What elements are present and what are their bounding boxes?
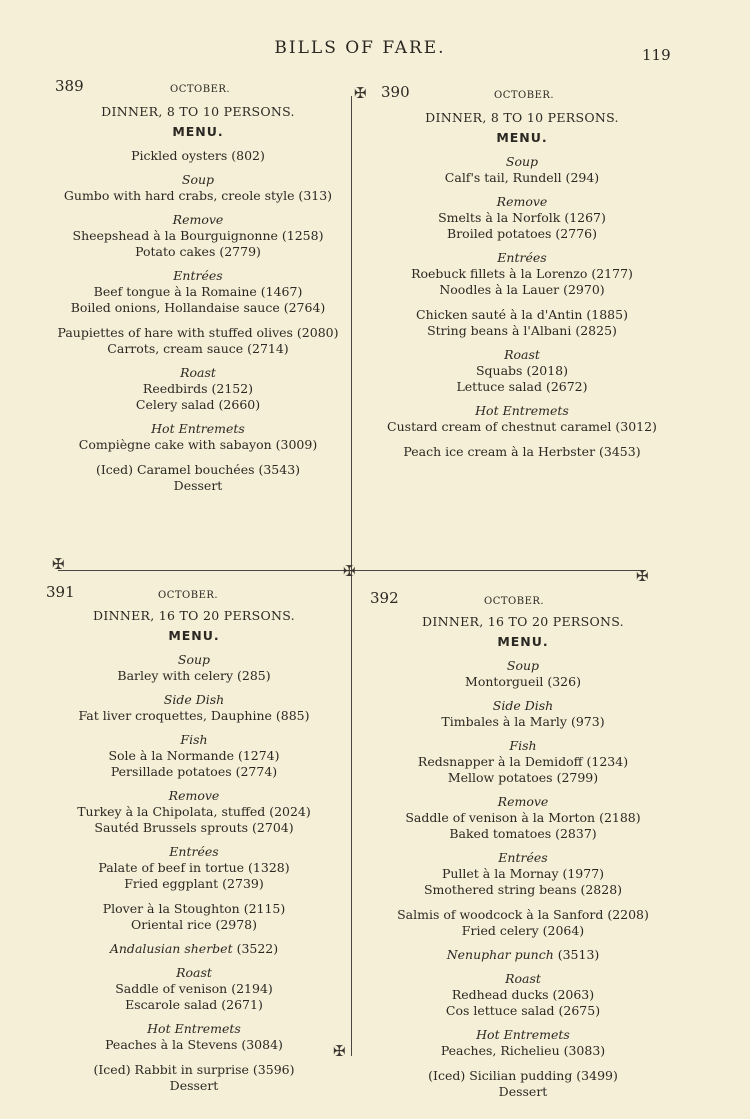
menu-item: Fried celery (2064) bbox=[461, 923, 585, 938]
menu-item: Calf's tail, Rundell (294) bbox=[444, 170, 600, 185]
menu-item: Lettuce salad (2672) bbox=[456, 379, 588, 394]
menu-item: Squabs (2018) bbox=[475, 363, 569, 378]
menu-item: Fat liver croquettes, Dauphine (885) bbox=[78, 708, 310, 723]
running-head: BILLS OF FARE. bbox=[274, 38, 446, 58]
special-item-name: Nenuphar punch bbox=[446, 947, 554, 962]
menu-389 bbox=[52, 78, 344, 558]
menu-item: Boiled onions, Hollandaise sauce (2764) bbox=[70, 300, 326, 315]
course-heading: Remove bbox=[497, 794, 549, 809]
menu-item: String beans à l'Albani (2825) bbox=[427, 323, 617, 338]
menu-title: MENU. bbox=[496, 130, 548, 145]
course-heading: Soup bbox=[505, 154, 539, 169]
menu-month: OCTOBER. bbox=[158, 590, 219, 601]
menu-item: Fried eggplant (2739) bbox=[124, 876, 264, 891]
course-heading: Hot Entremets bbox=[475, 403, 569, 418]
course-heading: Roast bbox=[180, 365, 216, 380]
course-heading: Entrées bbox=[498, 850, 548, 865]
course-heading: Remove bbox=[496, 194, 548, 209]
course-heading: Entrées bbox=[497, 250, 547, 265]
menu-item: Peaches à la Stevens (3084) bbox=[105, 1037, 283, 1052]
cross-ornament-icon: ✠ bbox=[636, 567, 649, 585]
menu-item: Smelts à la Norfolk (1267) bbox=[438, 210, 606, 225]
menu-item: Peach ice cream à la Herbster (3453) bbox=[403, 444, 641, 459]
menu-number: 390 bbox=[381, 83, 410, 101]
course-heading: Hot Entremets bbox=[151, 421, 245, 436]
menu-390 bbox=[366, 84, 678, 564]
menu-item: Oriental rice (2978) bbox=[130, 917, 258, 932]
menu-item: Saddle of venison à la Morton (2188) bbox=[405, 810, 641, 825]
menu-item: Gumbo with hard crabs, creole style (313) bbox=[63, 188, 333, 203]
dinner-heading: DINNER, 16 TO 20 PERSONS. bbox=[93, 608, 295, 623]
menu-item: Dessert bbox=[498, 1084, 548, 1099]
menu-item: (Iced) Sicilian pudding (3499) bbox=[428, 1068, 618, 1083]
menu-item: Carrots, cream sauce (2714) bbox=[107, 341, 289, 356]
menu-month: OCTOBER. bbox=[494, 90, 555, 101]
menu-item: Escarole salad (2671) bbox=[125, 997, 263, 1012]
menu-item: Sole à la Normande (1274) bbox=[108, 748, 280, 763]
course-heading: Hot Entremets bbox=[476, 1027, 570, 1042]
menu-item: Baked tomatoes (2837) bbox=[449, 826, 597, 841]
menu-item: Montorgueil (326) bbox=[465, 674, 581, 689]
menu-item: Roebuck fillets à la Lorenzo (2177) bbox=[411, 266, 633, 281]
line-spacer bbox=[366, 435, 678, 444]
menu-item: Noodles à la Lauer (2970) bbox=[439, 282, 605, 297]
menu-item: Dessert bbox=[173, 478, 223, 493]
menu-item: Saddle of venison (2194) bbox=[115, 981, 273, 996]
menu-item: Pullet à la Mornay (1977) bbox=[441, 866, 605, 881]
menu-item: Plover à la Stoughton (2115) bbox=[102, 901, 286, 916]
menu-item: Custard cream of chestnut caramel (3012) bbox=[387, 419, 657, 434]
menu-392 bbox=[364, 589, 682, 1099]
menu-number: 392 bbox=[370, 589, 399, 607]
menu-item: Potato cakes (2779) bbox=[135, 244, 261, 259]
course-heading: Soup bbox=[177, 652, 211, 667]
line-spacer bbox=[52, 453, 344, 462]
menu-item: Smothered string beans (2828) bbox=[423, 882, 623, 897]
course-heading: Entrées bbox=[169, 844, 219, 859]
menu-item: Cos lettuce salad (2675) bbox=[445, 1003, 601, 1018]
course-heading: Remove bbox=[172, 212, 224, 227]
line-spacer bbox=[52, 316, 344, 325]
menu-item: Timbales à la Marly (973) bbox=[441, 714, 605, 729]
course-heading: Entrées bbox=[173, 268, 223, 283]
menu-item: Chicken sauté à la d'Antin (1885) bbox=[416, 307, 628, 322]
course-heading: Roast bbox=[176, 965, 212, 980]
cross-ornament-icon: ✠ bbox=[333, 1042, 346, 1060]
course-heading: Remove bbox=[168, 788, 220, 803]
dinner-heading: DINNER, 16 TO 20 PERSONS. bbox=[422, 614, 624, 629]
dinner-heading: DINNER, 8 TO 10 PERSONS. bbox=[425, 110, 619, 125]
line-spacer bbox=[364, 1059, 682, 1068]
menu-item: Mellow potatoes (2799) bbox=[447, 770, 599, 785]
menu-item: Redsnapper à la Demidoff (1234) bbox=[417, 754, 629, 769]
menu-month: OCTOBER. bbox=[484, 596, 545, 607]
menu-item: Salmis of woodcock à la Sanford (2208) bbox=[397, 907, 649, 922]
menu-item: Barley with celery (285) bbox=[117, 668, 271, 683]
menu-lines bbox=[366, 154, 678, 460]
line-spacer bbox=[44, 1053, 344, 1062]
menu-lines bbox=[44, 652, 344, 1094]
menu-lines bbox=[364, 658, 682, 1100]
menu-number: 391 bbox=[46, 583, 75, 601]
course-heading: Soup bbox=[506, 658, 540, 673]
course-heading: Side Dish bbox=[163, 692, 225, 707]
special-item-ref: (3522) bbox=[232, 941, 279, 956]
menu-item: Dessert bbox=[169, 1078, 219, 1093]
dinner-heading: DINNER, 8 TO 10 PERSONS. bbox=[101, 104, 295, 119]
menu-item: Broiled potatoes (2776) bbox=[447, 226, 597, 241]
menu-item: Redhead ducks (2063) bbox=[451, 987, 595, 1002]
menu-item: Pickled oysters (802) bbox=[131, 148, 265, 163]
menu-title: MENU. bbox=[172, 124, 224, 139]
cross-ornament-icon: ✠ bbox=[343, 562, 356, 580]
menu-lines bbox=[52, 148, 344, 494]
menu-number: 389 bbox=[55, 77, 84, 95]
menu-item: Paupiettes of hare with stuffed olives (2080) bbox=[57, 325, 339, 340]
line-spacer bbox=[44, 892, 344, 901]
menu-item: Palate of beef in tortue (1328) bbox=[98, 860, 290, 875]
page-number: 119 bbox=[642, 46, 671, 64]
menu-item: Reedbirds (2152) bbox=[142, 381, 254, 396]
course-heading: Roast bbox=[504, 347, 540, 362]
menu-item: Peaches, Richelieu (3083) bbox=[440, 1043, 606, 1058]
line-spacer bbox=[366, 298, 678, 307]
course-heading: Fish bbox=[180, 732, 208, 747]
menu-item-special bbox=[44, 941, 344, 957]
line-spacer bbox=[364, 898, 682, 907]
menu-title: MENU. bbox=[168, 628, 220, 643]
menu-item: (Iced) Caramel bouchées (3543) bbox=[95, 462, 301, 477]
menu-item: Beef tongue à la Romaine (1467) bbox=[93, 284, 303, 299]
special-item-ref: (3513) bbox=[553, 947, 600, 962]
menu-item: Persillade potatoes (2774) bbox=[110, 764, 278, 779]
menu-item: (Iced) Rabbit in surprise (3596) bbox=[93, 1062, 295, 1077]
menu-item: Sheepshead à la Bourguignonne (1258) bbox=[72, 228, 324, 243]
menu-item-special bbox=[364, 947, 682, 963]
course-heading: Side Dish bbox=[492, 698, 554, 713]
special-item-name: Andalusian sherbet bbox=[109, 941, 233, 956]
course-heading: Roast bbox=[505, 971, 541, 986]
course-heading: Soup bbox=[181, 172, 215, 187]
cross-ornament-icon: ✠ bbox=[354, 84, 367, 102]
menu-month: OCTOBER. bbox=[170, 84, 231, 95]
menu-item: Compiègne cake with sabayon (3009) bbox=[78, 437, 318, 452]
course-heading: Hot Entremets bbox=[147, 1021, 241, 1036]
course-heading: Fish bbox=[509, 738, 537, 753]
menu-item: Sautéd Brussels sprouts (2704) bbox=[94, 820, 294, 835]
menu-391 bbox=[44, 583, 344, 1093]
cross-ornament-icon: ✠ bbox=[52, 555, 65, 573]
menu-title: MENU. bbox=[497, 634, 549, 649]
menu-item: Celery salad (2660) bbox=[135, 397, 261, 412]
menu-item: Turkey à la Chipolata, stuffed (2024) bbox=[77, 804, 311, 819]
